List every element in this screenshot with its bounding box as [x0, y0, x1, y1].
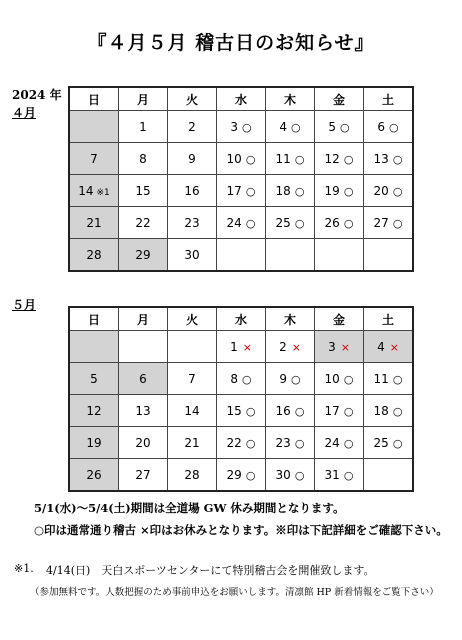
practice-circle-icon: ○ — [294, 468, 305, 482]
week-row — [69, 111, 413, 143]
day-number: 14 — [78, 183, 94, 198]
practice-circle-icon: ○ — [392, 436, 403, 450]
practice-circle-icon: ○ — [343, 216, 354, 230]
gw-note: 5/1(水)～5/4(土)期間は全道場 GW 休み期間となります。 — [34, 501, 345, 515]
day-number: 14 — [184, 403, 200, 418]
practice-circle-icon: ○ — [343, 372, 354, 386]
day-number: 25 — [373, 435, 389, 450]
day-cell — [266, 111, 315, 143]
weekday-header: 日 — [69, 307, 119, 331]
day-number: 30 — [275, 467, 291, 482]
day-number: 21 — [86, 215, 102, 230]
week-row — [69, 459, 413, 492]
day-number: 2 — [188, 119, 196, 134]
week-row — [69, 239, 413, 272]
day-number: 25 — [275, 215, 291, 230]
day-cell — [168, 427, 217, 459]
practice-circle-icon: ○ — [245, 468, 256, 482]
april-calendar — [68, 86, 414, 272]
day-number: 22 — [135, 215, 151, 230]
day-cell — [217, 363, 266, 395]
day-cell — [364, 363, 414, 395]
week-row — [69, 427, 413, 459]
practice-circle-icon: ○ — [343, 436, 354, 450]
day-cell — [69, 239, 119, 272]
day-cell — [119, 111, 168, 143]
day-number: 3 — [328, 339, 336, 354]
practice-circle-icon: ○ — [343, 404, 354, 418]
weekday-header: 日 — [69, 87, 119, 111]
day-number: 1 — [139, 119, 147, 134]
day-cell — [315, 459, 364, 492]
practice-circle-icon: ○ — [392, 184, 403, 198]
practice-circle-icon: ○ — [294, 152, 305, 166]
day-number: 26 — [324, 215, 340, 230]
closed-cross-icon: × — [389, 340, 399, 354]
year-label: 2024 年 — [12, 88, 62, 102]
day-number: 9 — [279, 371, 288, 386]
day-number: 5 — [328, 119, 337, 134]
day-number: 15 — [135, 183, 151, 198]
day-cell — [315, 331, 364, 363]
day-cell — [168, 363, 217, 395]
week-row — [69, 395, 413, 427]
day-number: 27 — [135, 467, 151, 482]
day-number: 8 — [230, 371, 239, 386]
day-number: 23 — [275, 435, 291, 450]
day-cell — [168, 111, 217, 143]
day-number: 19 — [324, 183, 340, 198]
practice-circle-icon: ○ — [245, 184, 256, 198]
april-label: ４月 — [12, 106, 37, 120]
day-number: 20 — [135, 435, 151, 450]
day-number: 30 — [184, 247, 200, 262]
practice-circle-icon: ○ — [294, 184, 305, 198]
day-number: 7 — [90, 151, 98, 166]
day-cell — [315, 111, 364, 143]
day-cell — [266, 331, 315, 363]
weekday-header: 金 — [315, 307, 364, 331]
day-number: 11 — [275, 151, 291, 166]
day-number: 4 — [279, 119, 288, 134]
day-number: 27 — [373, 215, 389, 230]
day-cell — [168, 239, 217, 272]
day-number: 10 — [324, 371, 340, 386]
practice-circle-icon: ○ — [242, 120, 252, 134]
day-cell — [217, 331, 266, 363]
week-row — [69, 331, 413, 363]
day-number: 20 — [373, 183, 389, 198]
day-cell — [119, 175, 168, 207]
weekday-header: 土 — [364, 307, 414, 331]
day-cell — [69, 459, 119, 492]
week-row — [69, 143, 413, 175]
day-cell — [364, 459, 414, 492]
weekday-header: 木 — [266, 87, 315, 111]
day-number: 18 — [275, 183, 291, 198]
practice-circle-icon: ○ — [392, 404, 403, 418]
may-calendar — [68, 306, 414, 492]
page-title: 『４月５月 稽古日のお知らせ』 — [87, 32, 375, 54]
day-cell — [168, 459, 217, 492]
weekday-header: 月 — [119, 307, 168, 331]
day-cell — [364, 331, 414, 363]
day-cell — [217, 111, 266, 143]
day-number: 13 — [135, 403, 151, 418]
closed-cross-icon: × — [291, 340, 301, 354]
day-cell — [168, 395, 217, 427]
day-cell — [266, 239, 315, 272]
day-cell — [266, 427, 315, 459]
practice-circle-icon: ○ — [340, 120, 350, 134]
week-row — [69, 175, 413, 207]
day-cell — [364, 239, 414, 272]
footnote-ref: ※1 — [96, 187, 110, 198]
legend-note: ○印は通常通り稽古 ×印はお休みとなります。※印は下記詳細をご確認下さい。 — [34, 523, 448, 537]
day-cell — [217, 239, 266, 272]
day-cell — [168, 143, 217, 175]
day-number: 10 — [226, 151, 242, 166]
day-cell — [364, 427, 414, 459]
practice-circle-icon: ○ — [291, 372, 301, 386]
practice-circle-icon: ○ — [389, 120, 399, 134]
day-cell — [69, 175, 119, 207]
weekday-header: 火 — [168, 307, 217, 331]
day-number: 9 — [188, 151, 196, 166]
practice-circle-icon: ○ — [294, 436, 305, 450]
day-number: 3 — [230, 119, 239, 134]
day-cell — [364, 395, 414, 427]
day-cell — [315, 395, 364, 427]
day-number: 15 — [226, 403, 242, 418]
day-number: 26 — [86, 467, 102, 482]
day-cell — [266, 459, 315, 492]
day-number: 17 — [226, 183, 242, 198]
weekday-header: 月 — [119, 87, 168, 111]
day-cell — [266, 143, 315, 175]
practice-circle-icon: ○ — [392, 152, 403, 166]
day-number: 2 — [279, 339, 287, 354]
day-cell — [119, 363, 168, 395]
day-cell — [315, 239, 364, 272]
day-cell — [266, 395, 315, 427]
practice-circle-icon: ○ — [294, 404, 305, 418]
day-number: 6 — [377, 119, 386, 134]
day-number: 11 — [373, 371, 389, 386]
day-number: 24 — [226, 215, 242, 230]
day-number: 7 — [188, 371, 196, 386]
practice-circle-icon: ○ — [392, 216, 403, 230]
day-cell — [168, 207, 217, 239]
day-number: 12 — [86, 403, 102, 418]
day-number: 16 — [275, 403, 291, 418]
day-cell — [69, 111, 119, 143]
day-cell — [69, 395, 119, 427]
day-number: 17 — [324, 403, 340, 418]
day-cell — [69, 331, 119, 363]
day-cell — [119, 459, 168, 492]
weekday-header: 金 — [315, 87, 364, 111]
week-row — [69, 207, 413, 239]
practice-circle-icon: ○ — [392, 372, 403, 386]
day-cell — [168, 331, 217, 363]
practice-circle-icon: ○ — [245, 152, 256, 166]
day-number: 4 — [377, 339, 385, 354]
day-number: 31 — [324, 467, 340, 482]
day-number: 23 — [184, 215, 200, 230]
day-number: 18 — [373, 403, 389, 418]
weekday-header: 木 — [266, 307, 315, 331]
day-cell — [119, 331, 168, 363]
day-number: 16 — [184, 183, 200, 198]
footnote-sub: （参加無料です。人数把握のため事前申込をお願いします。清凛館 HP 新着情報をご覧下さい） — [30, 587, 439, 598]
day-cell — [315, 363, 364, 395]
day-number: 1 — [230, 339, 238, 354]
day-number: 28 — [86, 247, 102, 262]
practice-circle-icon: ○ — [245, 404, 256, 418]
day-cell — [266, 207, 315, 239]
weekday-header: 土 — [364, 87, 414, 111]
weekday-header: 水 — [217, 87, 266, 111]
day-cell — [315, 143, 364, 175]
day-number: 12 — [324, 151, 340, 166]
day-cell — [364, 111, 414, 143]
day-cell — [69, 143, 119, 175]
day-cell — [266, 363, 315, 395]
day-number: 8 — [139, 151, 147, 166]
practice-circle-icon: ○ — [294, 216, 305, 230]
day-cell — [364, 143, 414, 175]
day-number: 29 — [226, 467, 242, 482]
day-cell — [119, 239, 168, 272]
day-cell — [168, 175, 217, 207]
day-cell — [217, 207, 266, 239]
week-row — [69, 363, 413, 395]
day-number: 5 — [90, 371, 98, 386]
day-cell — [69, 207, 119, 239]
day-cell — [217, 395, 266, 427]
day-number: 28 — [184, 467, 200, 482]
day-cell — [364, 175, 414, 207]
day-number: 24 — [324, 435, 340, 450]
day-cell — [217, 143, 266, 175]
practice-circle-icon: ○ — [245, 216, 256, 230]
practice-circle-icon: ○ — [291, 120, 301, 134]
practice-circle-icon: ○ — [343, 152, 354, 166]
day-cell — [217, 175, 266, 207]
day-cell — [364, 207, 414, 239]
day-cell — [217, 459, 266, 492]
footnote-mark: ※1. — [14, 562, 34, 575]
day-cell — [266, 175, 315, 207]
may-label: ５月 — [12, 298, 37, 312]
footnote-text: 4/14(日) 天白スポーツセンターにて特別稽古会を開催致します。 — [46, 564, 375, 577]
practice-circle-icon: ○ — [245, 436, 256, 450]
day-number: 19 — [86, 435, 102, 450]
practice-circle-icon: ○ — [242, 372, 252, 386]
closed-cross-icon: × — [340, 340, 350, 354]
day-cell — [315, 175, 364, 207]
day-cell — [315, 207, 364, 239]
weekday-header: 水 — [217, 307, 266, 331]
day-number: 13 — [373, 151, 389, 166]
practice-circle-icon: ○ — [343, 184, 354, 198]
day-number: 29 — [135, 247, 151, 262]
day-cell — [119, 427, 168, 459]
practice-circle-icon: ○ — [343, 468, 354, 482]
day-cell — [119, 395, 168, 427]
day-cell — [217, 427, 266, 459]
day-cell — [69, 427, 119, 459]
day-number: 21 — [184, 435, 200, 450]
day-cell — [119, 143, 168, 175]
day-number: 22 — [226, 435, 242, 450]
closed-cross-icon: × — [242, 340, 252, 354]
weekday-header: 火 — [168, 87, 217, 111]
day-cell — [315, 427, 364, 459]
day-number: 6 — [139, 371, 147, 386]
day-cell — [119, 207, 168, 239]
day-cell — [69, 363, 119, 395]
